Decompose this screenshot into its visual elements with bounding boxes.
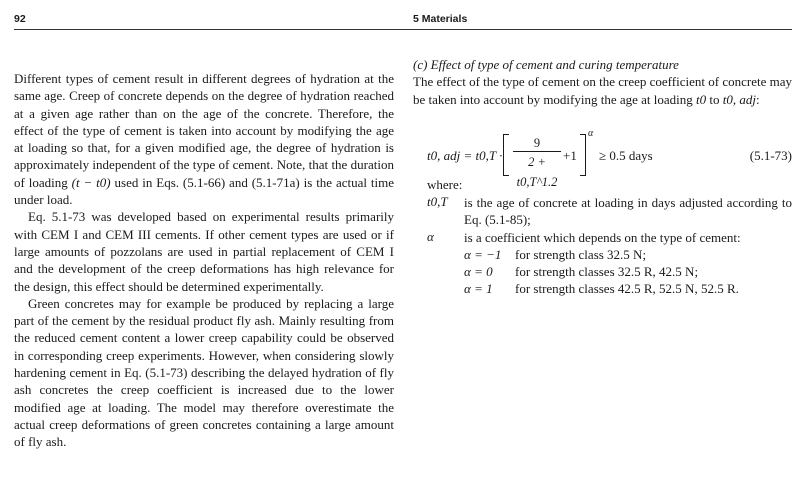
intro-symbol-t0adj: t0, adj [722,91,757,107]
paragraph-3: Green concretes may for example be produced by replacing a large part of the cement by the residual product fly ash. Mainly resulting from the reduced cement content a lower creep capability could be observed in corresponding creep experiments. However, when considering slowly hardening cement in Eq. (5.1-73) describing the delayed hydration of fly ash concretes the creep coefficient is increased due to the lower modified age at loading. The model may therefore overestimate the actual creep deformations of green concretes containing a large amount of fly ash. [14,295,394,450]
alpha-desc-1: for strength class 32.5 N; [515,247,647,262]
definition-alpha: is a coefficient which depends on the type of cement: [464,230,741,245]
intro-text: The effect of the type of cement on the creep coefficient of concrete may be taken into account by modifying the age at loading [413,74,792,107]
where-label: where: [427,177,463,192]
alpha-desc-3: for strength classes 42.5 R, 52.5 N, 52.5 R. [515,281,739,296]
paragraph-1-end: used in Eqs. (5.1-66) and (5.1-71a) is the actual time under load. [14,174,395,208]
intro-symbol-t0: t0 [696,91,707,107]
equation-number: (5.1-73) [749,148,792,163]
definition-symbol-alpha: α [427,229,434,244]
chapter-title: 5 Materials [413,13,468,25]
fraction [513,135,561,192]
left-bracket [503,134,509,176]
intro-to: to [709,91,720,107]
definition-symbol-t0T: t0,T [427,194,448,209]
right-intro [413,56,792,108]
fraction-numerator: 9 [513,135,561,152]
header-rule [14,29,792,30]
alpha-value-3: α = 1 [464,281,493,296]
right-bracket [580,134,586,176]
exponent-alpha: α [588,128,594,139]
equation-condition: ≥ 0.5 days [599,148,653,163]
loading-duration-expr: (t − t0) [71,174,111,190]
equation-lhs: t0, adj = t0,T · [427,148,503,163]
definition-t0T: is the age of concrete at loading in days adjusted according to Eq. (5.1-85); [464,195,792,228]
intro-paragraph: The effect of the type of cement on the creep coefficient of concrete may be taken into account by modifying the age at loading t0 to t0, adj: [413,74,792,107]
page-number: 92 [14,13,26,25]
alpha-value-2: α = 0 [464,264,493,279]
fraction-denominator: 2 + t0,T^1.2 [516,155,558,189]
plus-one: +1 [563,148,577,163]
left-column [14,70,394,451]
paragraph-2: Eq. 5.1-73 was developed based on experimental results primarily with CEM I and CEM III cements. If other cement types are used or if large amounts of pozzolans are used in partial replacement of CEM I and the development of the creep deformations has high relevance for the design, this effect should be determined experimentally. [14,209,394,294]
alpha-value-1: α = −1 [464,247,502,262]
paragraph-1 [14,70,394,208]
section-heading: (c) Effect of type of cement and curing temperature [413,57,679,72]
paragraph-1-text: Different types of cement result in different degrees of hydration at the same age. Creep of concrete depends on the degree of hydration reached at a given age rather than on the age of the concrete. Therefore, the effect of the type of cement is taken into account by modifying the age at loading so that, for a given modified age, the degree of hydration is approximately independent of the type of cement. Note, that the duration of loading [14,71,394,190]
alpha-desc-2: for strength classes 32.5 R, 42.5 N; [515,264,699,279]
